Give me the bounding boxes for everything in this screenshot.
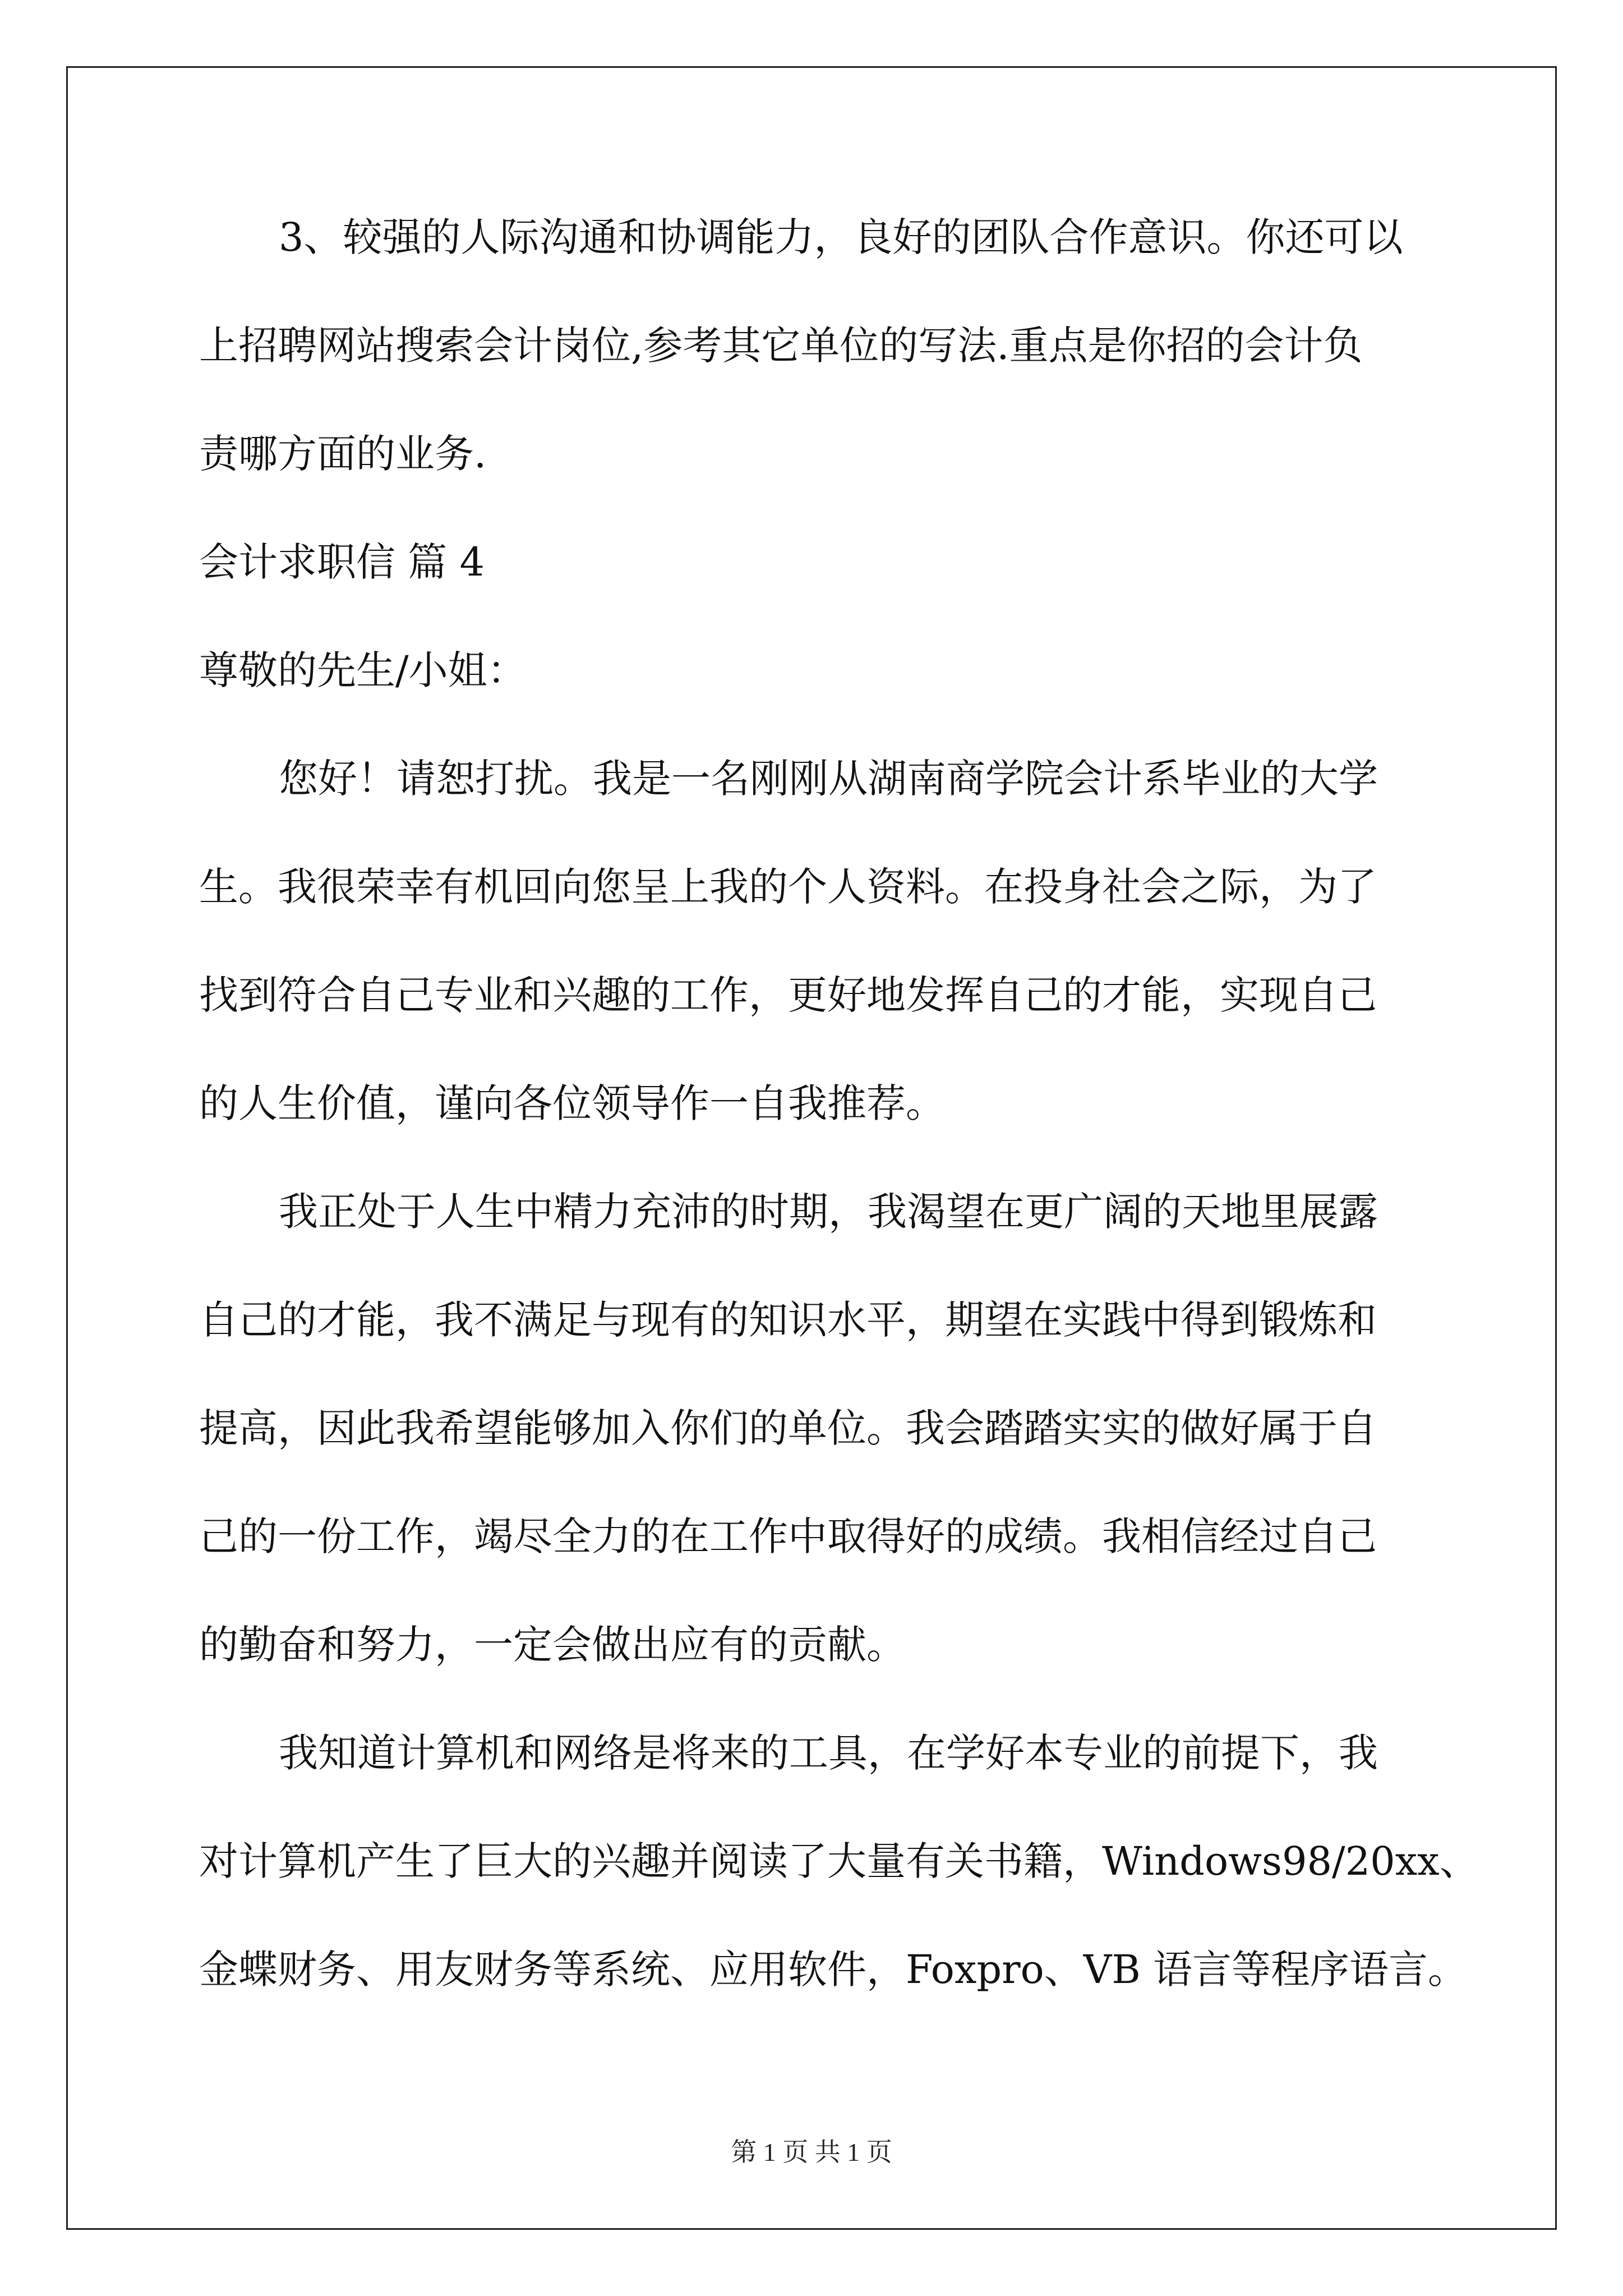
paragraph-line: 己的一份工作，竭尽全力的在工作中取得好的成绩。我相信经过自己 bbox=[199, 1513, 1377, 1559]
section-heading: 会计求职信 篇 4 bbox=[199, 539, 485, 585]
paragraph-line: 金蝶财务、用友财务等系统、应用软件，Foxpro、VB 语言等程序语言。 bbox=[199, 1947, 1468, 1993]
paragraph-line: 我知道计算机和网络是将来的工具，在学好本专业的前提下，我 bbox=[279, 1730, 1378, 1776]
paragraph-line: 生。我很荣幸有机回向您呈上我的个人资料。在投身社会之际，为了 bbox=[199, 864, 1377, 910]
page-footer: 第 1 页 共 1 页 bbox=[731, 2138, 892, 2166]
paragraph-line: 的勤奋和努力，一定会做出应有的贡献。 bbox=[199, 1622, 906, 1668]
paragraph-line: 提高，因此我希望能够加入你们的单位。我会踏踏实实的做好属于自 bbox=[199, 1405, 1377, 1451]
salutation: 尊敬的先生/小姐： bbox=[199, 647, 527, 693]
paragraph-line: 找到符合自己专业和兴趣的工作，更好地发挥自己的才能，实现自己 bbox=[199, 972, 1377, 1018]
paragraph-line: 上招聘网站搜索会计岗位,参考其它单位的写法.重点是你招的会计负 bbox=[199, 323, 1363, 369]
paragraph-line: 自己的才能，我不满足与现有的知识水平，期望在实践中得到锻炼和 bbox=[199, 1297, 1377, 1343]
paragraph-line: 对计算机产生了巨大的兴趣并阅读了大量有关书籍，Windows98/20xx、 bbox=[199, 1838, 1479, 1884]
paragraph-line: 您好！请恕打扰。我是一名刚刚从湖南商学院会计系毕业的大学 bbox=[279, 756, 1378, 802]
paragraph-line: 3、较强的人际沟通和协调能力，良好的团队合作意识。你还可以 bbox=[279, 214, 1403, 260]
page-border bbox=[66, 66, 1557, 2230]
paragraph-line: 的人生价值，谨向各位领导作一自我推荐。 bbox=[199, 1080, 945, 1126]
paragraph-line: 责哪方面的业务. bbox=[199, 431, 487, 477]
paragraph-line: 我正处于人生中精力充沛的时期，我渴望在更广阔的天地里展露 bbox=[279, 1189, 1378, 1235]
